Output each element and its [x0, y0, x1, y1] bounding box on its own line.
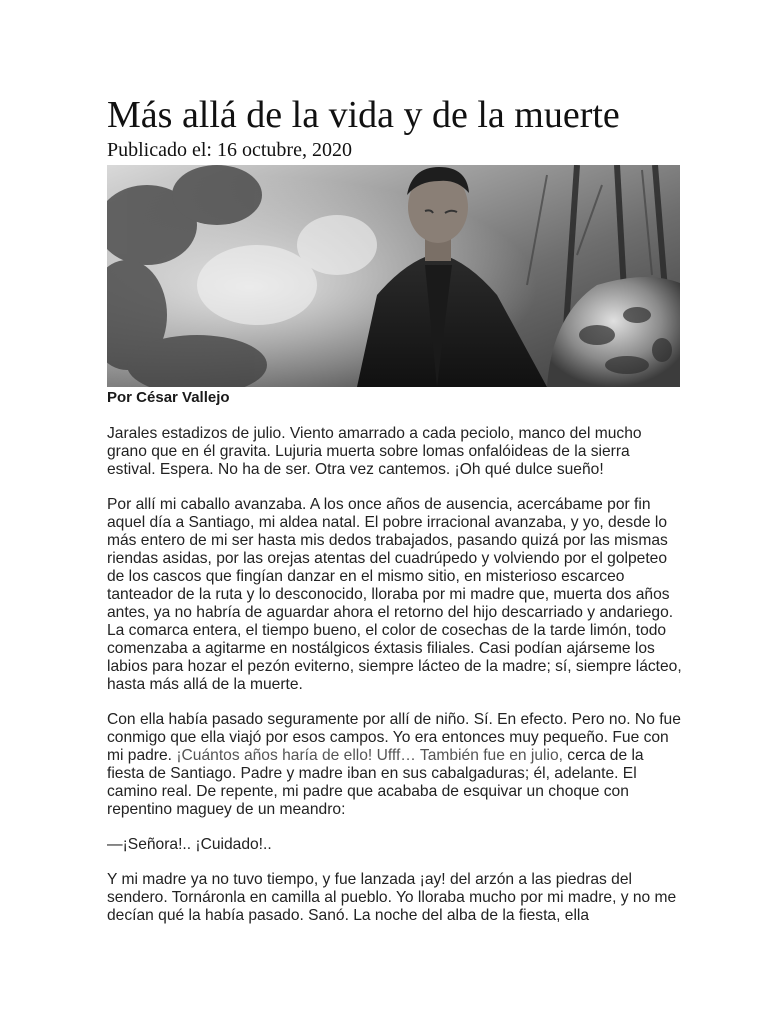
article-paragraph-2: Por allí mi caballo avanzaba. A los once años de ausencia, acercábame por fin aquel día a Santiago, mi aldea natal. El pobre irracional avanzaba, y yo, desde lo más entero de mi ser hasta mis dedos trabajados, pasando quizá por las mismas riendas asidas, por las orejas atentas del cuadrúpedo y volviendo por el golpeteo de los cascos que fingían danzar en el mismo sitio, en misterioso escarceo tanteador de la ruta y lo desconocido, lloraba por mi madre que, muerta dos años antes, ya no habría de aguardar ahora el retorno del hijo descarriado y andariego. La comarca entera, el tiempo bueno, el color de cosechas de la tarde limón, todo comenzaba a agitarme en nostálgicos éxtasis filiales. Casi podían ajárseme los labios para hozar el pezón eviterno, siempre lácteo de la madre; sí, siempre lácteo, hasta más allá de la muerte. — [107, 496, 682, 693]
article-paragraph-4: —¡Señora!.. ¡Cuidado!.. — [107, 836, 272, 853]
paragraph-3-part-a: Con ella había pasado seguramente por allí de niño. Sí. En efecto. Pero no. No fue conmigo que ella viajó por esos campos. Yo era entonces muy pequeño. Fue con mi padre. — [107, 711, 681, 764]
article-author: Por César Vallejo — [107, 389, 230, 406]
article-paragraph-1: Jarales estadizos de julio. Viento amarrado a cada peciolo, manco del mucho grano que en él gravita. Lujuria muerta sobre lomas onfalóideas de la sierra estival. Espera. No ha de ser. Otra vez cantemos. ¡Oh qué dulce sueño! — [107, 425, 642, 478]
article — [107, 92, 682, 942]
paragraph-3-part-c: cerca de la fiesta de Santiago. Padre y madre iban en sus cabalgaduras; él, adelante. El camino real. De repente, mi padre que acababa de esquivar un choque con repentino maguey de un meandro: — [107, 747, 644, 818]
publish-date: Publicado el: 16 octubre, 2020 — [107, 139, 352, 161]
paragraph-3-part-b: ¡Cuántos años haría de ello! Ufff… También fue en julio, — [176, 747, 563, 764]
article-paragraph-3 — [107, 711, 682, 819]
author-photo — [107, 165, 680, 387]
article-paragraph-5: Y mi madre ya no tuvo tiempo, y fue lanzada ¡ay! del arzón a las piedras del sendero. Tornáronla en camilla al pueblo. Yo lloraba mucho por mi madre, y no me decían qué la había pasado. Sanó. La noche del alba de la fiesta, ella — [107, 871, 677, 924]
article-title: Más allá de la vida y de la muerte — [107, 94, 620, 136]
